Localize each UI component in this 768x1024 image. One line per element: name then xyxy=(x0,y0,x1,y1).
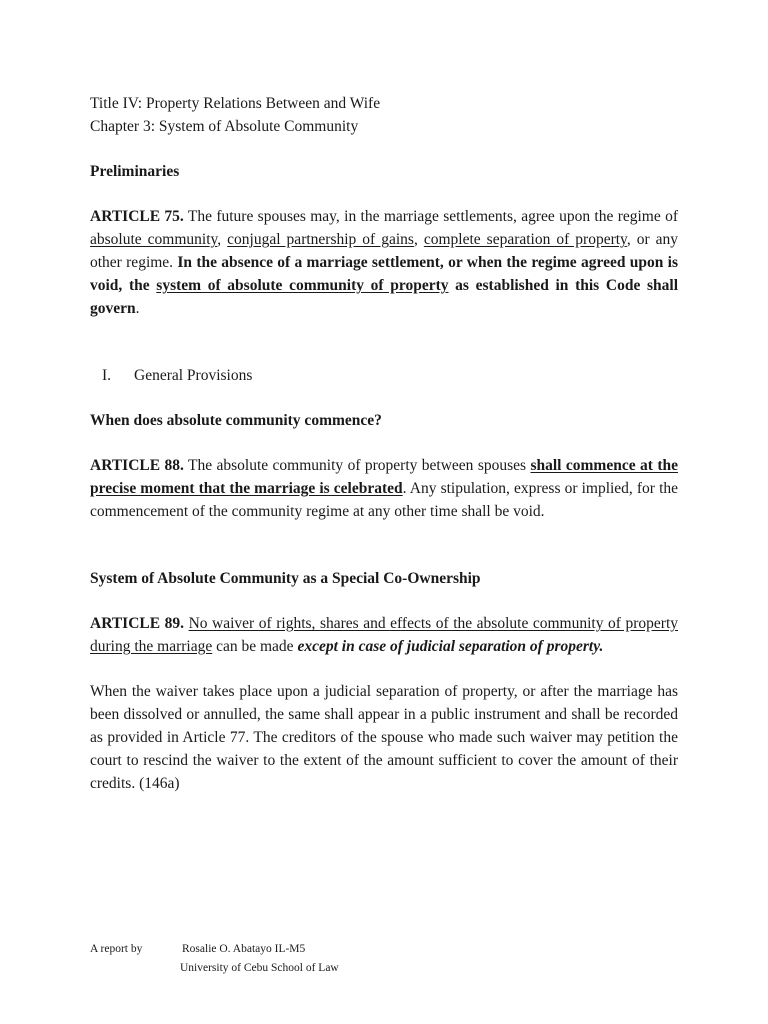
document-page xyxy=(90,92,678,795)
article-75-label: ARTICLE 75. xyxy=(90,208,184,225)
footer-author: Rosalie O. Abatayo IL-M5 xyxy=(182,943,306,955)
article-75-complete-separation: complete separation of property xyxy=(423,231,627,248)
article-75-text-5: . xyxy=(135,300,140,317)
article-75-conjugal-partnership: conjugal partnership of gains xyxy=(227,231,414,248)
footer-school: University of Cebu School of Law xyxy=(180,962,339,974)
article-89 xyxy=(90,612,678,658)
article-75-text-4: , or any other regime. xyxy=(90,231,679,271)
chapter-line: Chapter 3: System of Absolute Community xyxy=(90,118,359,135)
article-88-text-2: . Any stipulation, express or implied, for the commencement of the community regime at any other time shall be void. xyxy=(90,480,679,520)
article-89-exception: except in case of judicial separation of property. xyxy=(297,638,604,655)
section-number: I. xyxy=(102,367,112,384)
article-89-text-1: can be made xyxy=(212,638,298,655)
article-88 xyxy=(90,454,678,523)
article-88-text-1: The absolute community of property between spouses xyxy=(183,457,531,474)
section-heading xyxy=(90,364,678,387)
footer-label: A report by xyxy=(90,943,143,955)
title-line: Title IV: Property Relations Between and Wife xyxy=(90,95,381,112)
article-75-absolute-community: absolute community xyxy=(90,231,218,248)
article-89-no-waiver: No waiver of rights, shares and effects of the absolute community of property during the marriage xyxy=(90,615,678,655)
waiver-paragraph: When the waiver takes place upon a judicial separation of property, or after the marriage has been dissolved or annulled, the same shall appear in a public instrument and shall be recorded as provided in Article 77. The creditors of the spouse who made such waiver may petition the court to rescind the waiver to the extent of the amount sufficient to cover the amount of their credits. (146a) xyxy=(90,683,678,792)
article-75-bold-1: In the absence of a marriage settlement, or when the regime agreed upon is void, the xyxy=(90,254,678,294)
article-89-label: ARTICLE 89. xyxy=(90,615,185,632)
special-co-ownership-heading: System of Absolute Community as a Special Co-Ownership xyxy=(90,570,481,587)
commence-question: When does absolute community commence? xyxy=(90,412,382,429)
article-75-system-absolute-community: system of absolute community of property xyxy=(156,277,449,294)
article-88-commence-clause: shall commence at the precise moment that the marriage is celebrated xyxy=(90,457,678,497)
article-75-text-3: , xyxy=(413,231,424,248)
footer xyxy=(90,940,339,978)
article-75-text-1: The future spouses may, in the marriage settlements, agree upon the regime of xyxy=(183,208,678,225)
article-88-label: ARTICLE 88. xyxy=(90,457,184,474)
article-75-text-2: , xyxy=(217,231,228,248)
article-75 xyxy=(90,205,678,320)
section-title: General Provisions xyxy=(134,367,253,384)
article-75-bold-2: as established in this Code shall govern xyxy=(90,277,679,317)
preliminaries-heading: Preliminaries xyxy=(90,163,180,180)
